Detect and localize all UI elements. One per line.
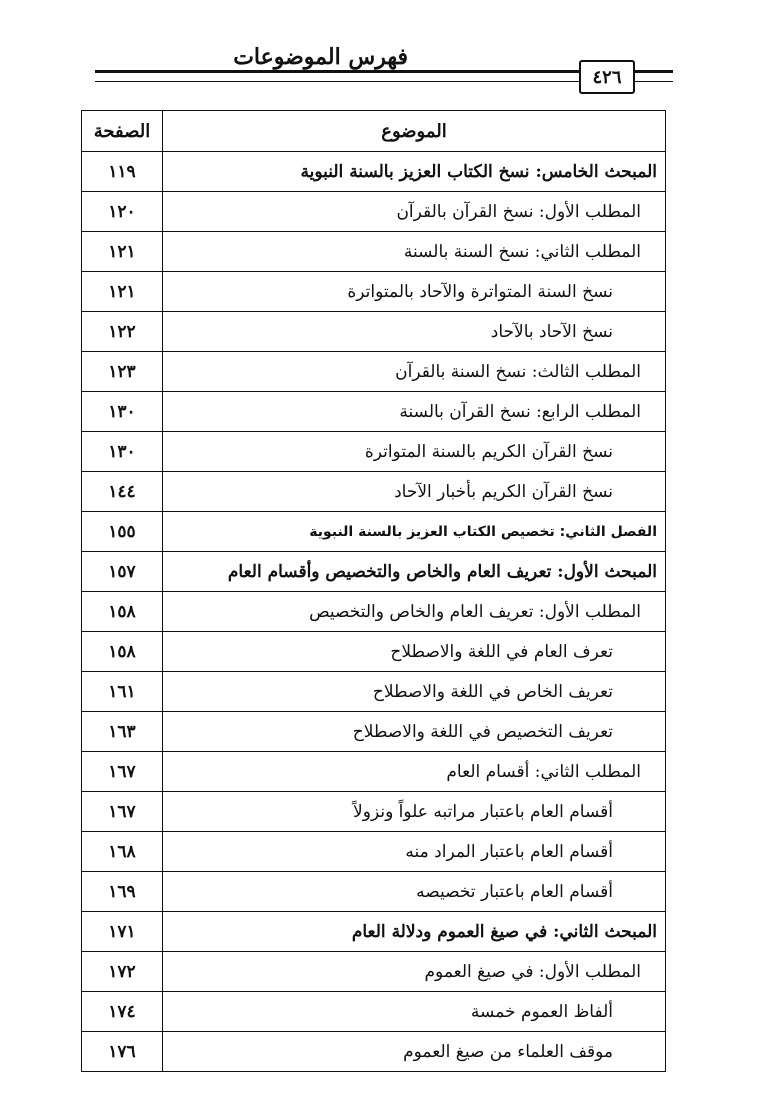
row-topic: المطلب الرابع: نسخ القرآن بالسنة: [163, 392, 666, 432]
row-page-number: ١٤٤: [82, 472, 163, 512]
row-topic: المطلب الأول: في صيغ العموم: [163, 952, 666, 992]
page-number: ٤٢٦: [579, 60, 635, 94]
row-page-number: ١٥٥: [82, 512, 163, 552]
table-row: [82, 952, 666, 992]
row-topic: ألفاظ العموم خمسة: [163, 992, 666, 1032]
table-row: [82, 832, 666, 872]
row-page-number: ١٦٧: [82, 752, 163, 792]
row-page-number: ١١٩: [82, 152, 163, 192]
table-row: [82, 872, 666, 912]
row-topic: المبحث الثاني: في صيغ العموم ودلالة العام: [163, 912, 666, 952]
row-topic: المطلب الثاني: نسخ السنة بالسنة: [163, 232, 666, 272]
row-page-number: ١٦٩: [82, 872, 163, 912]
table-row: [82, 792, 666, 832]
table-row: [82, 552, 666, 592]
row-topic: الفصل الثاني: تخصيص الكتاب العزيز بالسنة النبوية: [163, 512, 666, 552]
row-topic: تعريف التخصيص في اللغة والاصطلاح: [163, 712, 666, 752]
header-row: [82, 111, 666, 152]
table-row: [82, 352, 666, 392]
row-topic: أقسام العام باعتبار المراد منه: [163, 832, 666, 872]
table-row: [82, 312, 666, 352]
row-page-number: ١٦٨: [82, 832, 163, 872]
row-page-number: ١٢٢: [82, 312, 163, 352]
row-page-number: ١٦١: [82, 672, 163, 712]
table-row: [82, 712, 666, 752]
row-page-number: ١٦٧: [82, 792, 163, 832]
table-row: [82, 152, 666, 192]
row-page-number: ١٢٠: [82, 192, 163, 232]
table-row: [82, 512, 666, 552]
row-page-number: ١٥٨: [82, 632, 163, 672]
table-row: [82, 992, 666, 1032]
row-page-number: ١٥٧: [82, 552, 163, 592]
table-row: [82, 232, 666, 272]
table-row: [82, 592, 666, 632]
column-header-page: الصفحة: [82, 111, 163, 152]
table-row: [82, 432, 666, 472]
row-topic: موقف العلماء من صيغ العموم: [163, 1032, 666, 1072]
row-page-number: ١٣٠: [82, 432, 163, 472]
row-page-number: ١٢١: [82, 272, 163, 312]
row-topic: أقسام العام باعتبار تخصيصه: [163, 872, 666, 912]
row-page-number: ١٢٣: [82, 352, 163, 392]
row-topic: المطلب الثاني: أقسام العام: [163, 752, 666, 792]
row-topic: المطلب الثالث: نسخ السنة بالقرآن: [163, 352, 666, 392]
row-topic: المطلب الأول: نسخ القرآن بالقرآن: [163, 192, 666, 232]
row-page-number: ١٧٤: [82, 992, 163, 1032]
row-topic: المبحث الخامس: نسخ الكتاب العزيز بالسنة النبوية: [163, 152, 666, 192]
row-topic: نسخ القرآن الكريم بأخبار الآحاد: [163, 472, 666, 512]
page-header: [95, 40, 673, 96]
row-page-number: ١٧١: [82, 912, 163, 952]
row-topic: أقسام العام باعتبار مراتبه علواً ونزولاً: [163, 792, 666, 832]
contents-body: [82, 152, 666, 1072]
row-topic: نسخ الآحاد بالآحاد: [163, 312, 666, 352]
row-topic: نسخ القرآن الكريم بالسنة المتواترة: [163, 432, 666, 472]
row-topic: المبحث الأول: تعريف العام والخاص والتخصيص وأقسام العام: [163, 552, 666, 592]
table-row: [82, 272, 666, 312]
running-title: فهرس الموضوعات: [233, 44, 408, 70]
row-page-number: ١٧٢: [82, 952, 163, 992]
row-topic: تعرف العام في اللغة والاصطلاح: [163, 632, 666, 672]
table-row: [82, 752, 666, 792]
row-page-number: ١٣٠: [82, 392, 163, 432]
row-topic: تعريف الخاص في اللغة والاصطلاح: [163, 672, 666, 712]
table-row: [82, 472, 666, 512]
row-page-number: ١٦٣: [82, 712, 163, 752]
column-header-topic: الموضوع: [163, 111, 666, 152]
table-row: [82, 1032, 666, 1072]
row-page-number: ١٧٦: [82, 1032, 163, 1072]
table-row: [82, 192, 666, 232]
table-row: [82, 632, 666, 672]
table-row: [82, 392, 666, 432]
row-page-number: ١٥٨: [82, 592, 163, 632]
table-row: [82, 912, 666, 952]
contents-table: [81, 110, 666, 1072]
table-row: [82, 672, 666, 712]
row-page-number: ١٢١: [82, 232, 163, 272]
row-topic: نسخ السنة المتواترة والآحاد بالمتواترة: [163, 272, 666, 312]
row-topic: المطلب الأول: تعريف العام والخاص والتخصيص: [163, 592, 666, 632]
